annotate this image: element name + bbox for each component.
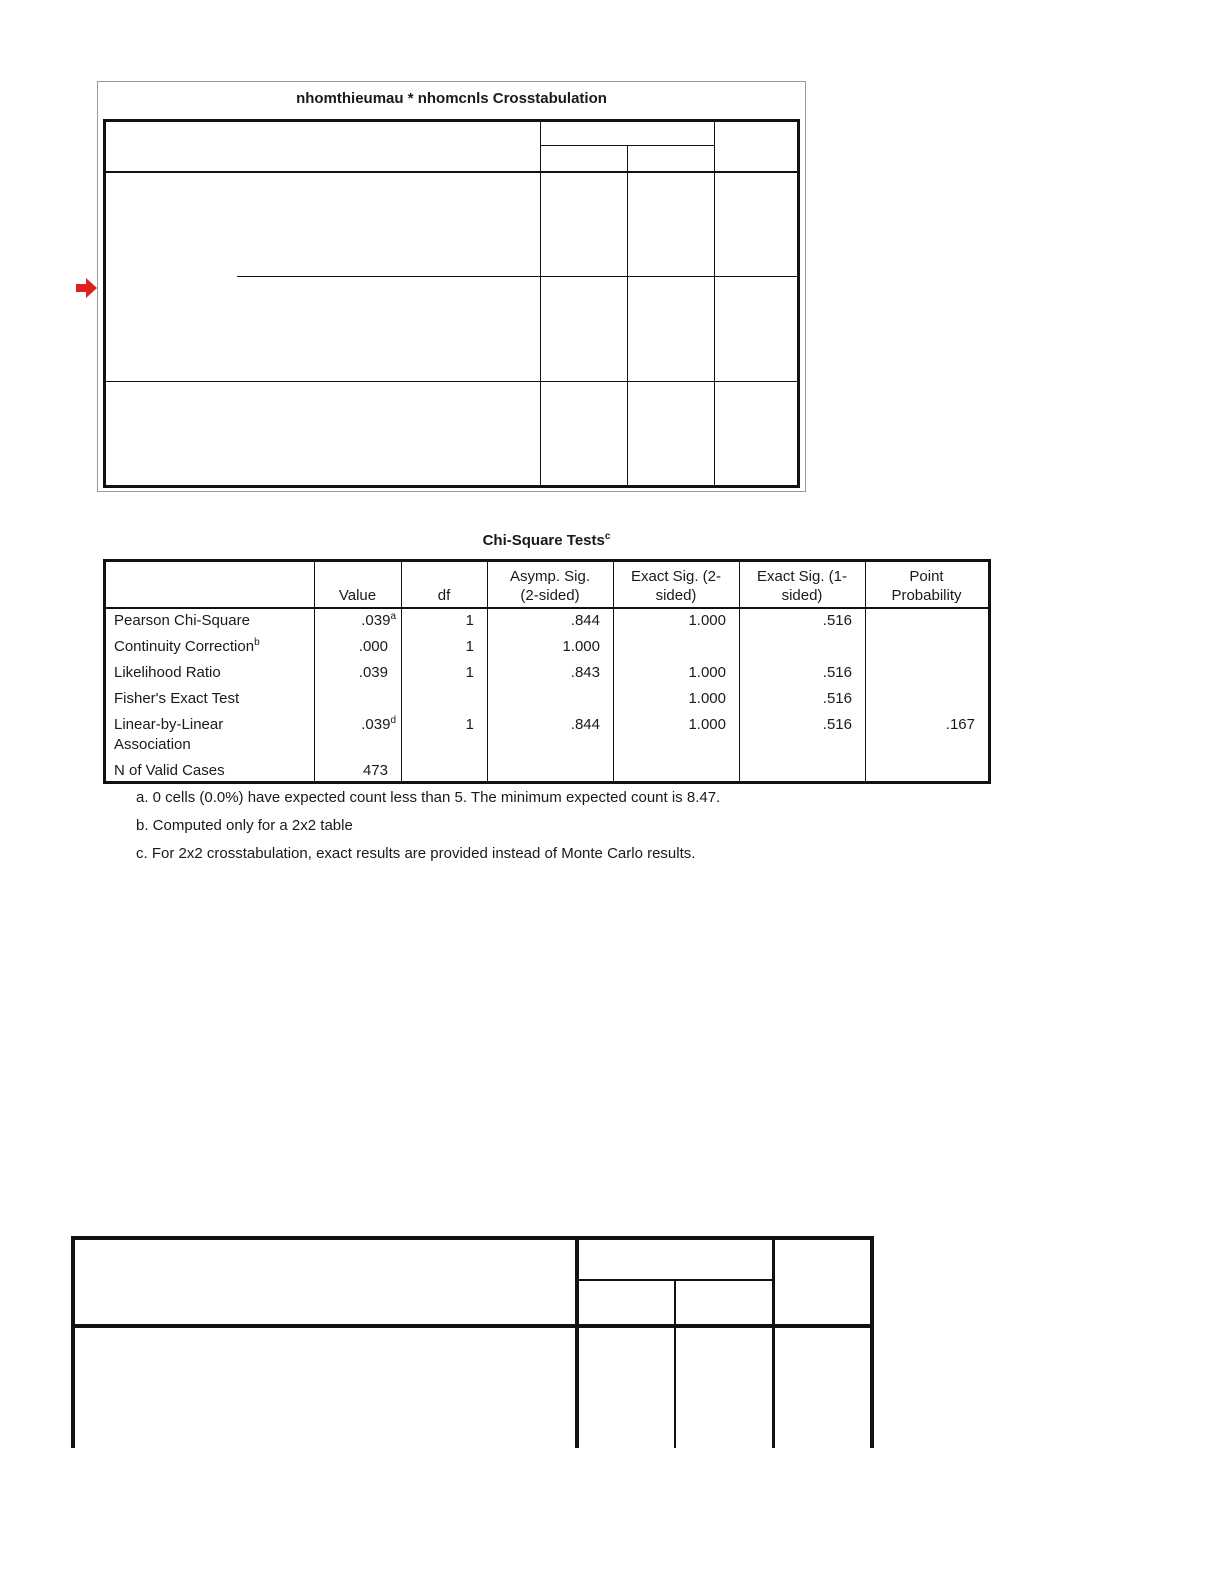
chisq-col-header-line: Asymp. Sig.	[509, 568, 591, 585]
chisq-cell-value: .039	[361, 612, 391, 629]
chisq-cell-value: 1.000	[688, 690, 726, 707]
chisq-table	[103, 559, 991, 784]
chisq-col-header	[401, 586, 487, 605]
chisq-col-header	[487, 567, 613, 605]
chisq-title	[103, 531, 990, 549]
chisq-cell	[613, 611, 726, 631]
chisq-col-header-line: Exact Sig. (2-	[630, 568, 722, 585]
footnote-marker: a	[390, 611, 396, 622]
skeleton-vline-2	[674, 1280, 676, 1448]
chisq-col-header-line: Exact Sig. (1-	[756, 568, 848, 585]
chisq-cell-value: 1	[465, 638, 474, 655]
chisq-col-header-line: sided)	[655, 587, 697, 604]
chisq-row-label-text: Linear-by-Linear Association	[114, 716, 224, 753]
chisq-row-label	[114, 761, 225, 781]
chisq-cell-value: 1	[465, 716, 474, 733]
crosstab-vline-col2	[714, 122, 715, 485]
chisq-cell	[401, 611, 474, 631]
footnote-marker: b	[254, 637, 260, 648]
chisq-col-header-line: Value	[338, 587, 377, 604]
chisq-cell	[739, 611, 852, 631]
chisq-col-header	[739, 567, 865, 605]
chisq-cell	[314, 663, 388, 683]
skeleton-hline-1	[575, 1279, 772, 1281]
chisq-cell	[865, 715, 975, 735]
chisq-cell	[487, 637, 600, 657]
chisq-cell	[613, 715, 726, 735]
chisq-hline-header	[106, 607, 988, 609]
chisq-cell-value: .039	[361, 716, 391, 733]
chisq-cell	[613, 663, 726, 683]
chisq-cell	[487, 611, 600, 631]
chisq-col-header	[613, 567, 739, 605]
chisq-cell-value: .167	[945, 716, 975, 733]
chisq-cell	[314, 611, 396, 631]
chisq-cell	[613, 689, 726, 709]
chisq-cell	[739, 715, 852, 735]
chisq-row-label-text: Fisher's Exact Test	[114, 690, 240, 707]
chisq-cell-value: .516	[822, 664, 852, 681]
chisq-row-label	[114, 637, 260, 657]
skeleton-right	[870, 1236, 874, 1448]
chisq-cell-value: 1.000	[562, 638, 600, 655]
chisq-cell-value: 1.000	[688, 664, 726, 681]
chisq-cell	[401, 663, 474, 683]
chisq-cell-value: 473	[362, 762, 388, 779]
chisq-cell	[401, 715, 474, 735]
crosstab-vline-col1	[627, 145, 628, 485]
chisq-cell-value: .039	[358, 664, 388, 681]
chisq-cell	[739, 663, 852, 683]
crosstab-hline-group	[540, 145, 714, 146]
chisq-cell-value: 1.000	[688, 716, 726, 733]
crosstab-hline-total	[106, 381, 797, 382]
chisq-cell	[314, 637, 388, 657]
chisq-col-header	[865, 567, 988, 605]
skeleton-vline-3	[772, 1236, 775, 1448]
chisq-cell-value: 1	[465, 664, 474, 681]
empty-table-skeleton	[71, 1236, 874, 1448]
chisq-cell	[314, 715, 396, 735]
chisq-cell	[739, 689, 852, 709]
chisq-cell	[487, 715, 600, 735]
chisq-cell-value: 1	[465, 612, 474, 629]
chisq-col-header-line: (2-sided)	[520, 587, 580, 604]
crosstab-hline-group2	[237, 276, 797, 277]
chisq-footnote: a. 0 cells (0.0%) have expected count less than 5. The minimum expected count is 8.47.	[136, 789, 721, 806]
chisq-footnote: b. Computed only for a 2x2 table	[136, 817, 353, 834]
skeleton-left	[71, 1236, 75, 1448]
crosstab-vline-stat	[540, 122, 541, 485]
chisq-cell	[401, 637, 474, 657]
chisq-cell-value: .844	[570, 612, 600, 629]
chisq-cell	[487, 663, 600, 683]
chisq-col-header	[314, 586, 401, 605]
chisq-row-label	[114, 611, 250, 631]
chisq-footnote: c. For 2x2 crosstabulation, exact results are provided instead of Monte Carlo results.	[136, 845, 696, 862]
skeleton-hline-2	[71, 1324, 874, 1328]
red-arrow-icon	[76, 278, 98, 298]
chisq-row-label	[114, 715, 223, 755]
chisq-row-label-text: N of Valid Cases	[114, 762, 225, 779]
chisq-row-label-text: Likelihood Ratio	[114, 664, 221, 681]
chisq-title-note: c	[604, 531, 611, 542]
chisq-col-header-line: sided)	[781, 587, 823, 604]
chisq-title-text: Chi-Square Tests	[482, 532, 605, 549]
chisq-cell-value: 1.000	[688, 612, 726, 629]
skeleton-vline-1	[575, 1236, 579, 1448]
chisq-cell-value: .516	[822, 612, 852, 629]
chisq-row-label	[114, 689, 239, 709]
chisq-col-header-line: df	[437, 587, 451, 604]
chisq-row-label	[114, 663, 221, 683]
chisq-cell-value: .516	[822, 690, 852, 707]
chisq-row-label-text: Pearson Chi-Square	[114, 612, 250, 629]
crosstab-table	[103, 119, 800, 488]
chisq-cell	[314, 761, 388, 781]
footnote-marker: d	[390, 715, 396, 726]
skeleton-top	[71, 1236, 874, 1240]
crosstab-hline-header	[106, 171, 797, 173]
chisq-row-label-text: Continuity Correction	[114, 638, 255, 655]
chisq-cell-value: .516	[822, 716, 852, 733]
chisq-cell-value: .844	[570, 716, 600, 733]
crosstab-title: nhomthieumau * nhomcnls Crosstabulation	[296, 90, 607, 107]
chisq-col-header-line: Probability	[891, 587, 962, 604]
chisq-cell-value: .843	[570, 664, 600, 681]
chisq-cell-value: .000	[358, 638, 388, 655]
chisq-col-header-line: Point	[909, 568, 944, 585]
